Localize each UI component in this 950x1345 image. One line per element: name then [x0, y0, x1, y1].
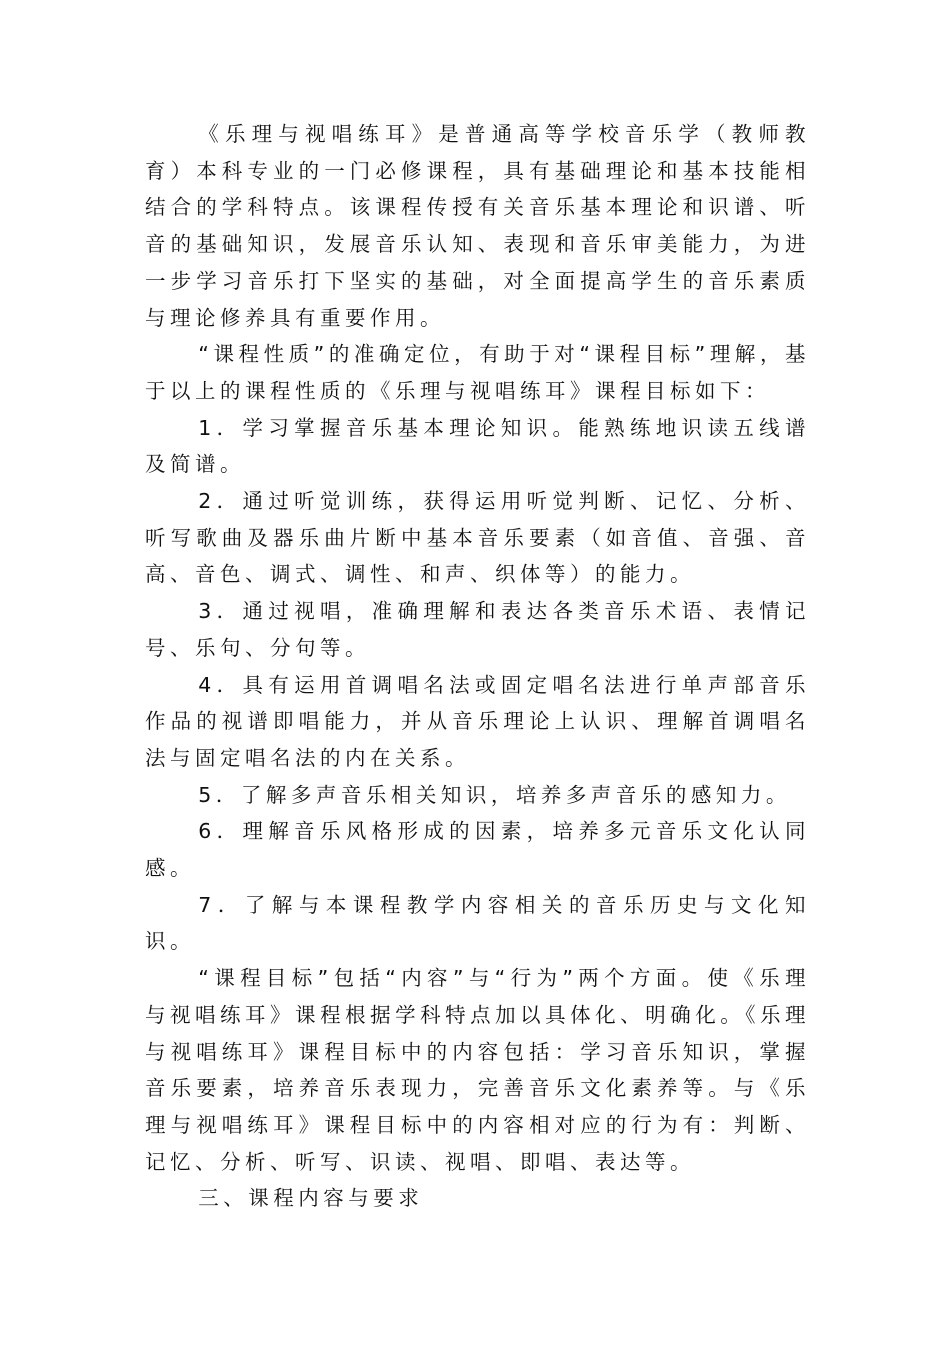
paragraph-goal-2: 2．通过听觉训练，获得运用听觉判断、记忆、分析、听写歌曲及器乐曲片断中基本音乐要素（如音值、音强、音高、音色、调式、调性、和声、织体等）的能力。	[145, 489, 810, 587]
section-heading-course-content: 三、课程内容与要求	[198, 1186, 424, 1211]
paragraph-course-nature: 《乐理与视唱练耳》是普通高等学校音乐学（教师教育）本科专业的一门必修课程，具有基础理论和基本技能相结合的学科特点。该课程传授有关音乐基本理论和识谱、听音的基础知识，发展音乐认知、表现和音乐审美能力，为进一步学习音乐打下坚实的基础，对全面提高学生的音乐素质与理论修养具有重要作用。	[145, 122, 810, 330]
paragraph-goal-1: 1．学习掌握音乐基本理论知识。能熟练地识读五线谱及简谱。	[145, 415, 810, 477]
paragraph-goals-content-behavior: “课程目标”包括“内容”与“行为”两个方面。使《乐理与视唱练耳》课程根据学科特点加以具体化、明确化。《乐理与视唱练耳》课程目标中的内容包括：学习音乐知识，掌握音乐要素，培养音乐表现力，完善音乐文化素养等。与《乐理与视唱练耳》课程目标中的内容相对应的行为有：判断、记忆、分析、听写、识读、视唱、即唱、表达等。	[145, 966, 810, 1174]
paragraph-goal-4: 4．具有运用首调唱名法或固定唱名法进行单声部音乐作品的视谱即唱能力，并从音乐理论上认识、理解首调唱名法与固定唱名法的内在关系。	[145, 672, 810, 770]
paragraph-goal-6: 6．理解音乐风格形成的因素，培养多元音乐文化认同感。	[145, 819, 810, 881]
paragraph-goals-intro: “课程性质”的准确定位，有助于对“课程目标”理解，基于以上的课程性质的《乐理与视唱练耳》课程目标如下：	[145, 342, 810, 403]
paragraph-goal-7: 7．了解与本课程教学内容相关的音乐历史与文化知识。	[145, 892, 810, 954]
paragraph-goal-3: 3．通过视唱，准确理解和表达各类音乐术语、表情记号、乐句、分句等。	[145, 599, 810, 660]
document-body	[145, 116, 810, 1217]
paragraph-goal-5: 5．了解多声音乐相关知识，培养多声音乐的感知力。	[198, 782, 791, 807]
